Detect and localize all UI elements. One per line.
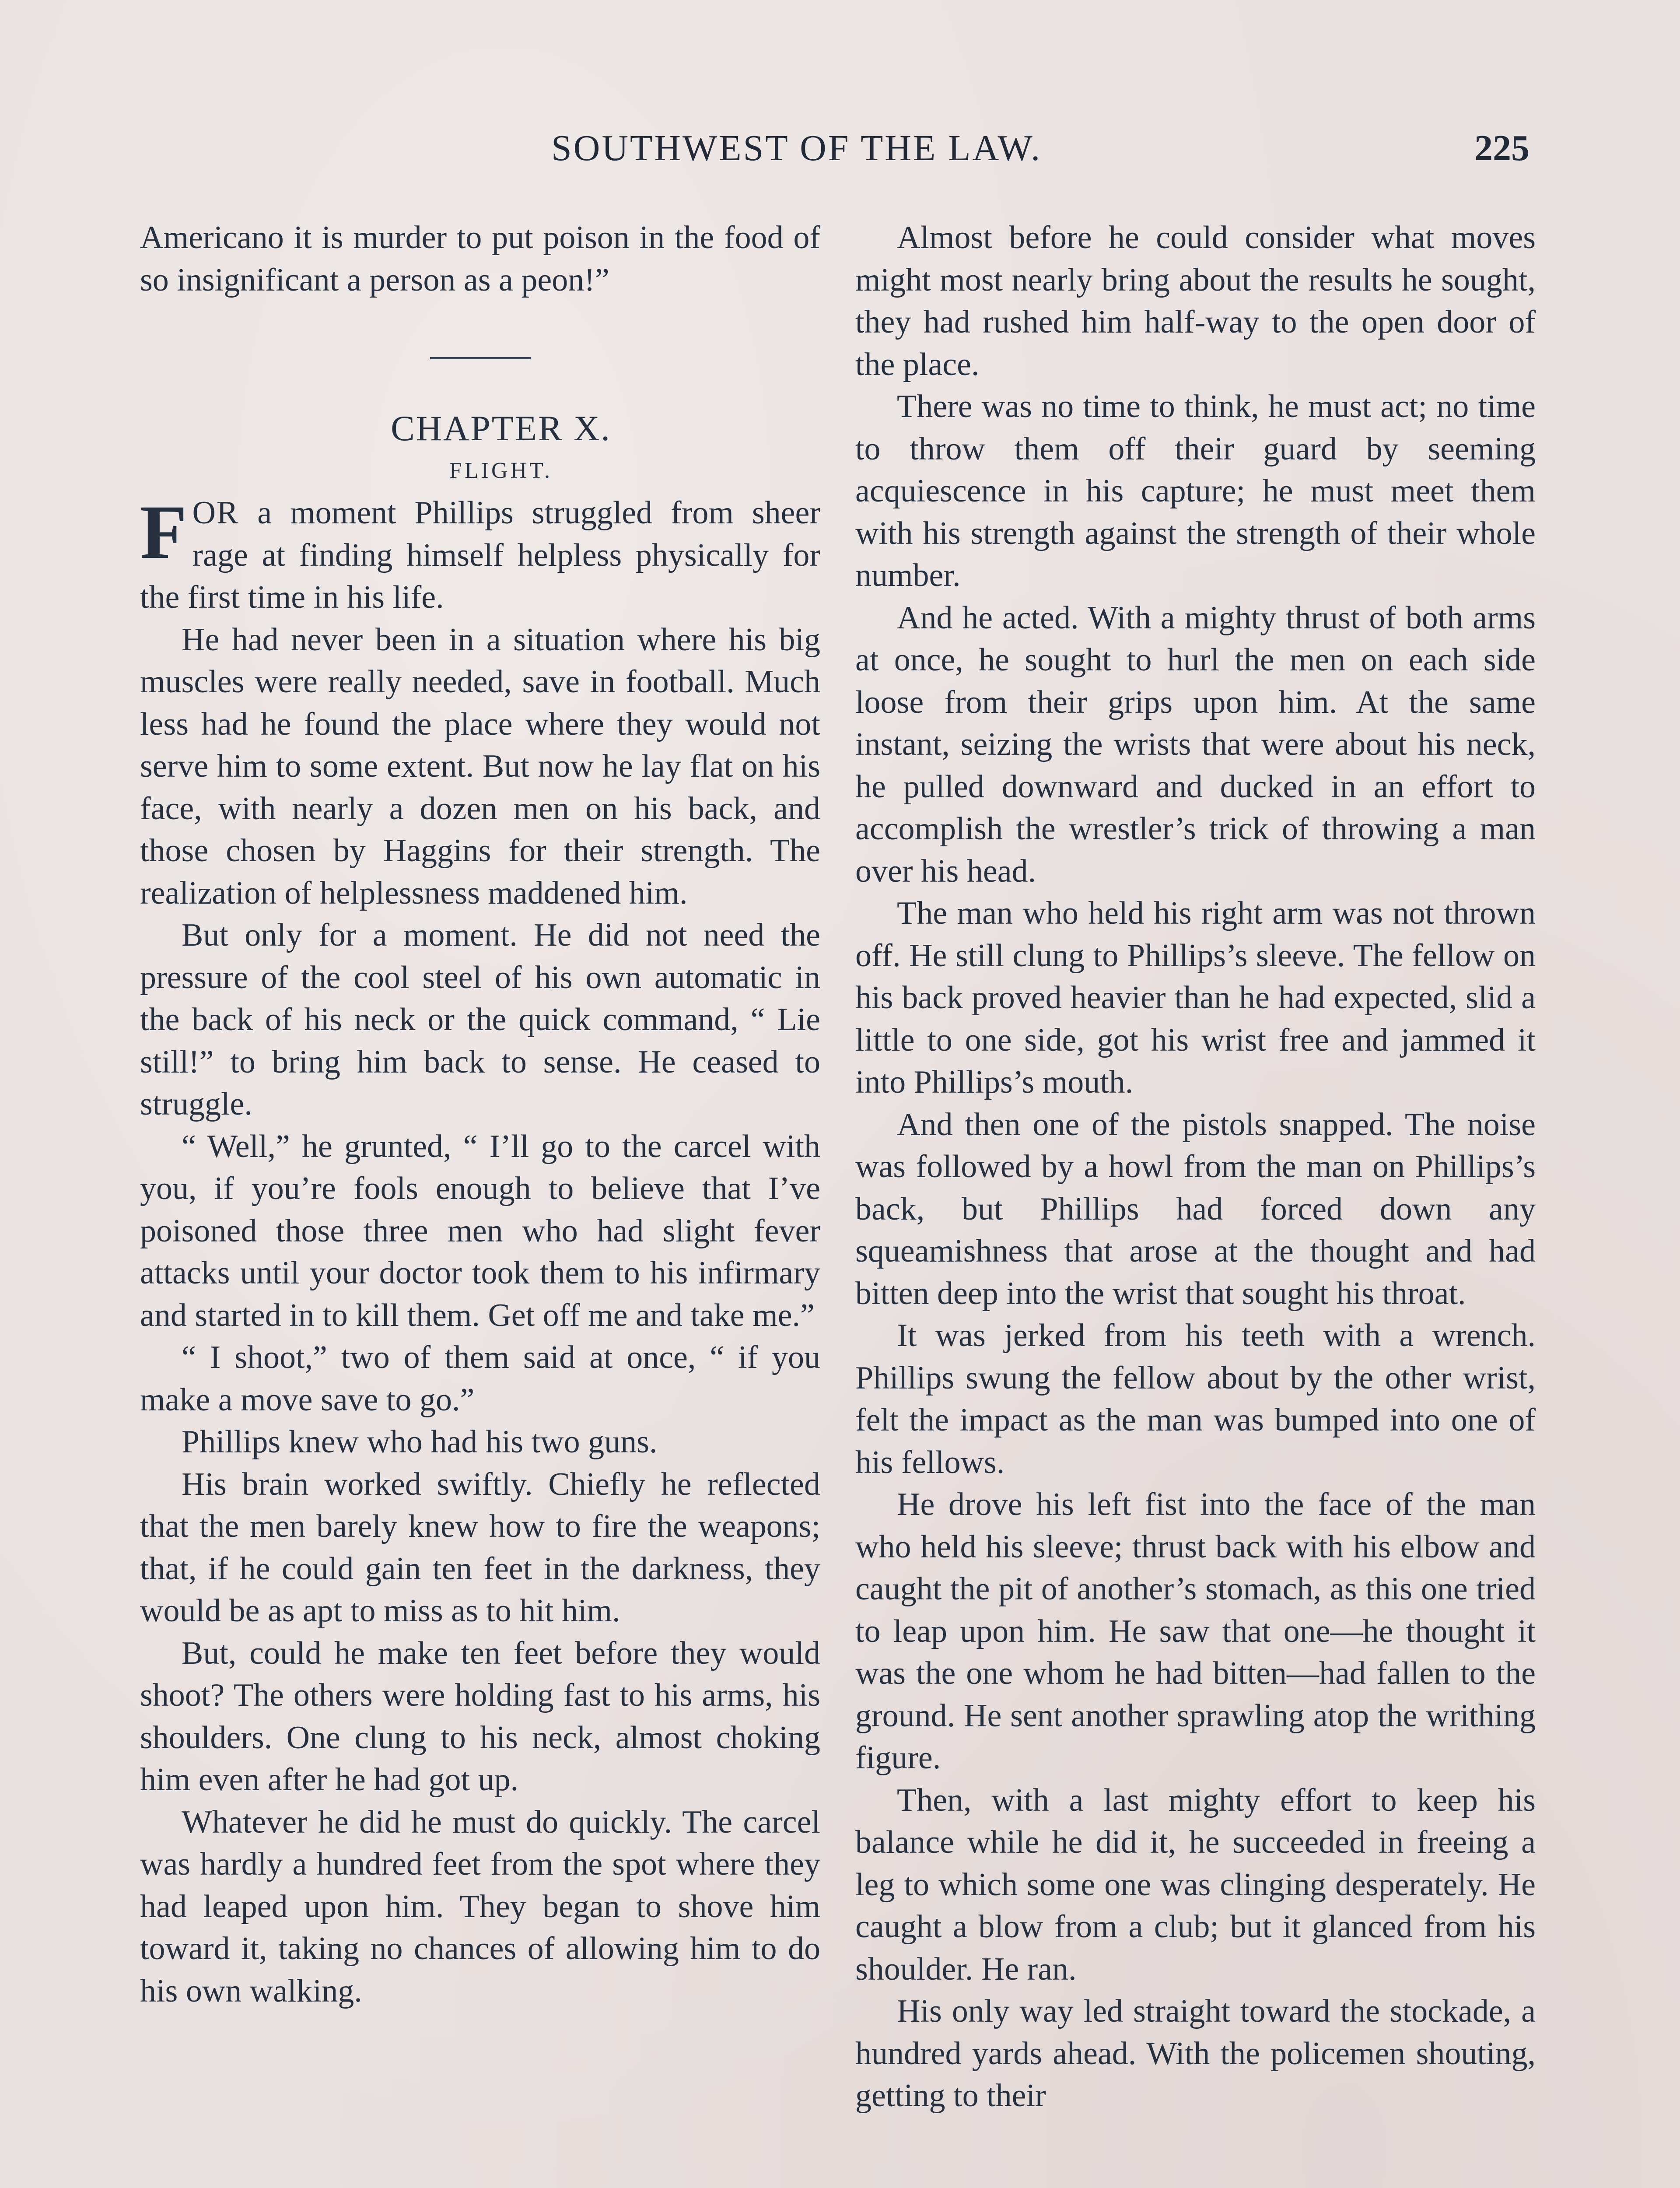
paragraph: And then one of the pistols snapped. The noise was followed by a howl from the man on Phillips’s back, but Phillips had forced down any squeamishness that arose at the thought and had bitten deep into the wrist that sought his throat. <box>855 1106 1536 1311</box>
paragraph: There was no time to think, he must act; no time to throw them off their guard by seeming acquiescence in his capture; he must meet them with his strength against the strength of their whole number. <box>855 389 1536 593</box>
page-number: 225 <box>1474 128 1530 168</box>
paragraph: But only for a moment. He did not need the pressure of the cool steel of his own automatic in the back of his neck or the quick command, “ Lie still!” to bring him back to sense. He ceased to struggle. <box>140 917 820 1122</box>
paragraph: Americano it is murder to put poison in the food of so insignificant a person as a peon!” <box>140 220 820 298</box>
chapter-subtitle: FLIGHT. <box>449 458 553 483</box>
paragraph: It was jerked from his teeth with a wrench. Phillips swung the fellow about by the other wrist, felt the impact as the man was bumped into one of his fellows. <box>855 1318 1536 1480</box>
opening-paragraph <box>140 492 820 619</box>
running-head: SOUTHWEST OF THE LAW. <box>551 128 1042 168</box>
paragraph: Then, with a last mighty effort to keep his balance while he did it, he succeeded in freeing a leg to which some one was clinging desperately. He caught a blow from a club; but it glanced from his shoulder. He ran. <box>855 1782 1536 1987</box>
opening-text: a moment Phillips struggled from sheer rage at finding himself helpless physically for the first time in his life. <box>140 495 820 615</box>
paragraph: And he acted. With a mighty thrust of both arms at once, he sought to hurl the men on each side loose from their grips upon him. At the same instant, seizing the wrists that were about his neck, he pulled downward and ducked in an effort to accomplish the wrestler’s trick of throwing a man over his head. <box>855 600 1536 889</box>
chapter-title: CHAPTER X. <box>391 408 611 448</box>
drop-cap: F <box>140 490 187 575</box>
paragraph: His only way led straight toward the stockade, a hundred yards ahead. With the policemen shouting, getting to their <box>855 1993 1536 2114</box>
paragraph: “ Well,” he grunted, “ I’ll go to the carcel with you, if you’re fools enough to believe that I’ve poisoned those three men who had slight fever attacks until your doctor took them to his infirmary and started in to kill them. Get off me and take me.” <box>140 1128 820 1333</box>
paragraph: He had never been in a situation where his big muscles were really needed, save in football. Much less had he found the place where they would not serve him to some extent. But now he lay flat on his face, with nearly a dozen men on his back, and those chosen by Haggins for their strength. The realization of helplessness maddened him. <box>140 621 820 911</box>
left-column <box>140 217 820 2012</box>
paragraph: The man who held his right arm was not thrown off. He still clung to Phillips’s sleeve. The fellow on his back proved heavier than he had expected, slid a little to one side, got his wrist free and jammed it into Phillips’s mouth. <box>855 895 1536 1100</box>
right-column <box>855 217 1536 2117</box>
opening-word-rest: OR <box>192 495 239 531</box>
paragraph: Phillips knew who had his two guns. <box>182 1424 658 1460</box>
paragraph: He drove his left fist into the face of the man who held his sleeve; thrust back with his elbow and caught the pit of another’s stomach, as this one tried to leap upon him. He saw that one—he thought it was the one whom he had bitten—had fallen to the ground. He sent another sprawling atop the writhing figure. <box>855 1487 1536 1776</box>
paragraph: “ I shoot,” two of them said at once, “ if you make a move save to go.” <box>140 1339 820 1418</box>
paragraph: Whatever he did he must do quickly. The carcel was hardly a hundred feet from the spot where they had leaped upon him. They began to shove him toward it, taking no chances of allowing him to do his own walking. <box>140 1804 820 2009</box>
paragraph: His brain worked swiftly. Chiefly he reflected that the men barely knew how to fire the weapons; that, if he could gain ten feet in the darkness, they would be as apt to miss as to hit him. <box>140 1466 820 1629</box>
paragraph: But, could he make ten feet before they would shoot? The others were holding fast to his arms, his shoulders. One clung to his neck, almost choking him even after he had got up. <box>140 1635 820 1798</box>
section-divider <box>430 357 531 359</box>
paragraph: Almost before he could consider what moves might most nearly bring about the results he sought, they had rushed him half-way to the open door of the place. <box>855 220 1536 382</box>
